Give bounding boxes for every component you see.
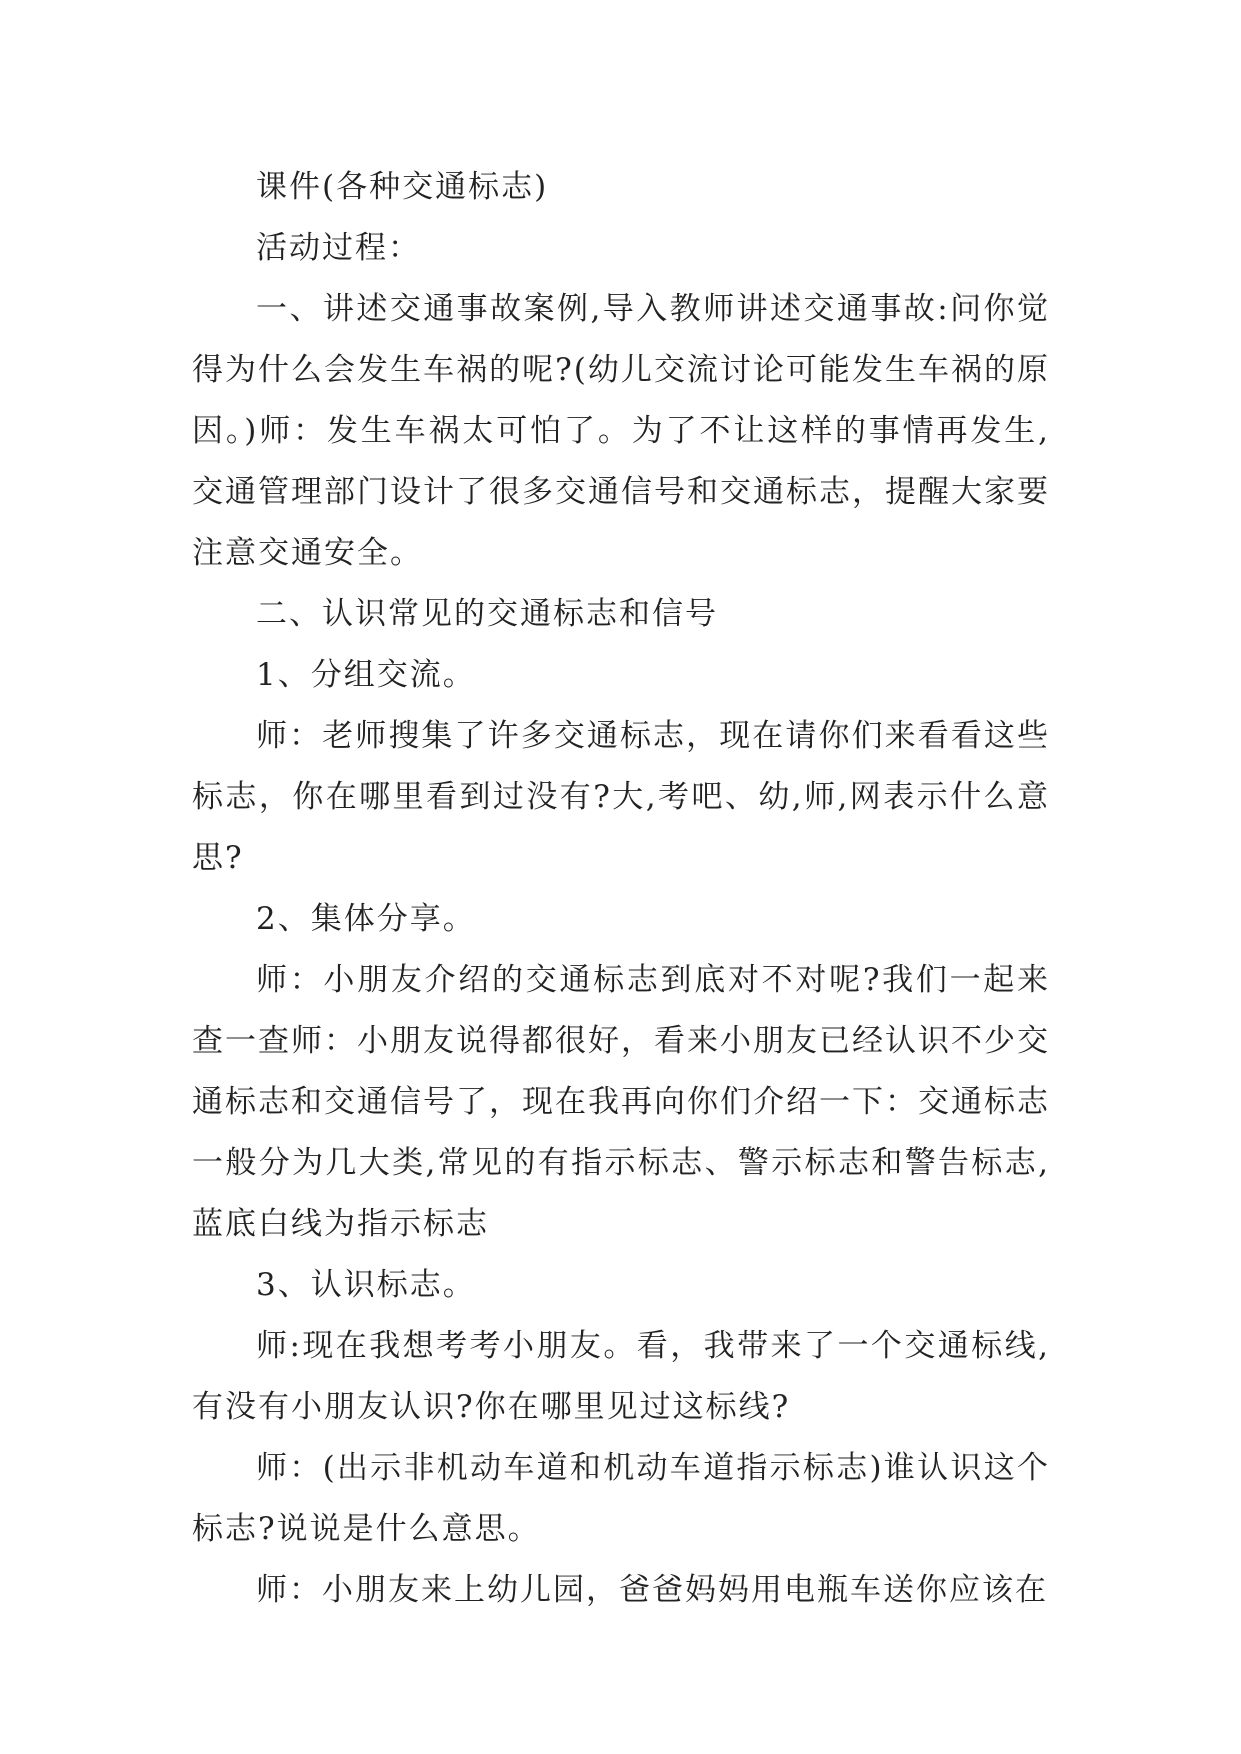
paragraph-step-two: 2、集体分享。 [256, 901, 476, 937]
paragraph-step-three: 3、认识标志。 [256, 1267, 476, 1303]
paragraph-teacher-show-sign: 师：(出示非机动车道和机动车道指示标志)谁认识这个标志?说说是什么意思。 [192, 1450, 1050, 1547]
paragraph-section-one: 一、讲述交通事故案例,导入教师讲述交通事故:问你觉得为什么会发生车祸的呢?(幼儿交流讨论可能发生车祸的原因。)师：发生车祸太可怕了。为了不让这样的事情再发生,交通管理部门设计了很多交通信号和交通标志，提醒大家要注意交通安全。 [192, 291, 1050, 571]
paragraph-materials: 课件(各种交通标志) [256, 169, 549, 205]
document-page [192, 157, 1050, 1621]
paragraph-teacher-kindergarten: 师：小朋友来上幼儿园，爸爸妈妈用电瓶车送你应该在 [256, 1572, 1048, 1608]
paragraph-teacher-introduce: 师：小朋友介绍的交通标志到底对不对呢?我们一起来查一查师：小朋友说得都很好，看来小朋友已经认识不少交通标志和交通信号了，现在我再向你们介绍一下：交通标志一般分为几大类,常见的有指示标志、警示标志和警告标志,蓝底白线为指示标志 [192, 962, 1050, 1242]
paragraph-teacher-collect: 师：老师搜集了许多交通标志，现在请你们来看看这些标志，你在哪里看到过没有?大,考吧、幼,师,网表示什么意思? [192, 718, 1050, 876]
paragraph-teacher-quiz: 师:现在我想考考小朋友。看，我带来了一个交通标线,有没有小朋友认识?你在哪里见过这标线? [192, 1328, 1050, 1425]
paragraph-section-two-heading: 二、认识常见的交通标志和信号 [256, 596, 718, 632]
paragraph-step-one: 1、分组交流。 [256, 657, 476, 693]
paragraph-process-heading: 活动过程： [256, 230, 421, 266]
